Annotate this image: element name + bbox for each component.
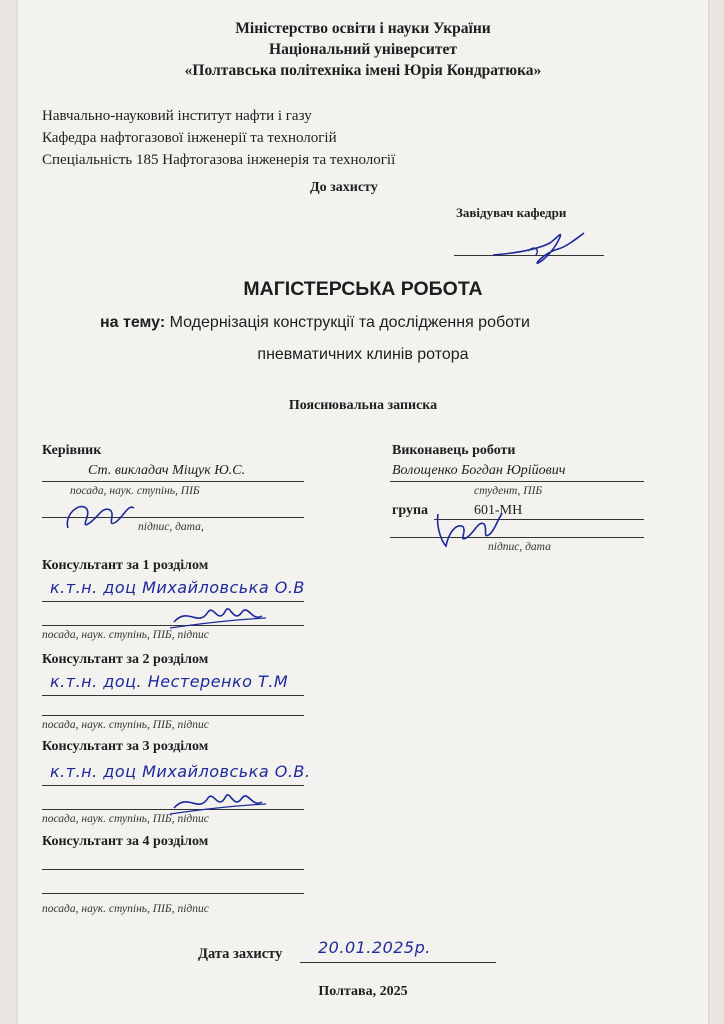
document-page — [18, 0, 708, 1024]
head-signature — [488, 225, 588, 265]
consultant-3-signature — [168, 784, 268, 820]
topic-line-1: Модернізація конструкції та дослідження роботи — [169, 314, 530, 331]
consultant-4-caption: посада, наук. ступінь, ПІБ, підпис — [42, 903, 209, 915]
consultant-2-value: к.т.н. доц. Нестеренко Т.М — [50, 672, 289, 691]
student-caption: студент, ПІБ — [474, 485, 543, 497]
university-name: «Полтавська політехніка імені Юрія Кондратюка» — [184, 62, 542, 79]
consultant-3-value: к.т.н. доц Михайловська О.В. — [50, 762, 311, 781]
consultant-4-label: Консультант за 4 розділом — [42, 834, 209, 849]
topic-prefix: на тему: — [100, 314, 166, 331]
head-of-department-label: Завідувач кафедри — [456, 205, 567, 220]
supervisor-label: Керівник — [42, 443, 102, 458]
consultant-1-value: к.т.н. доц Михайловська О.В — [50, 578, 305, 597]
consultant-2-label: Консультант за 2 розділом — [42, 652, 209, 667]
defense-date-line — [300, 962, 496, 963]
city-year: Полтава, 2025 — [318, 984, 408, 999]
supervisor-value: Ст. викладач Міщук Ю.С. — [88, 463, 246, 478]
student-label: Виконавець роботи — [392, 443, 516, 458]
student-line — [390, 481, 644, 482]
supervisor-sign-caption: підпис, дата, — [138, 521, 204, 533]
work-type-title: МАГІСТЕРСЬКА РОБОТА — [243, 278, 483, 300]
student-value: Волощенко Богдан Юрійович — [392, 463, 566, 478]
explanatory-note-label: Пояснювальна записка — [288, 398, 438, 413]
consultant-2-line-2 — [42, 715, 304, 716]
specialty-name: Спеціальність 185 Нафтогазова інженерія та технології — [42, 152, 396, 168]
consultant-2-caption: посада, наук. ступінь, ПІБ, підпис — [42, 719, 209, 731]
consultant-1-signature — [168, 598, 268, 634]
group-value: 601-МН — [474, 503, 523, 518]
supervisor-caption: посада, наук. ступінь, ПІБ — [70, 485, 200, 497]
consultant-4-line-2 — [42, 893, 304, 894]
topic-line-2: пневматичних клинів ротора — [257, 346, 469, 363]
to-defense-label: До захисту — [310, 180, 378, 195]
defense-date-label: Дата захисту — [198, 946, 283, 962]
university-type: Національний університет — [269, 41, 457, 58]
institute-name: Навчально-науковий інститут нафти і газу — [42, 108, 312, 124]
consultant-3-label: Консультант за 3 розділом — [42, 739, 209, 754]
supervisor-line — [42, 481, 304, 482]
consultant-1-caption: посада, наук. ступінь, ПІБ, підпис — [42, 629, 209, 641]
student-signature — [428, 506, 508, 550]
student-sign-caption: підпис, дата — [488, 541, 551, 553]
consultant-1-label: Консультант за 1 розділом — [42, 558, 209, 573]
group-label: група — [392, 503, 429, 518]
supervisor-signature — [58, 498, 148, 538]
department-name: Кафедра нафтогазової інженерії та технологій — [42, 130, 337, 146]
consultant-3-caption: посада, наук. ступінь, ПІБ, підпис — [42, 813, 209, 825]
consultant-2-line-1 — [42, 695, 304, 696]
ministry-heading: Міністерство освіти і науки України — [235, 20, 491, 37]
defense-date-value: 20.01.2025р. — [318, 938, 431, 957]
consultant-4-line-1 — [42, 869, 304, 870]
